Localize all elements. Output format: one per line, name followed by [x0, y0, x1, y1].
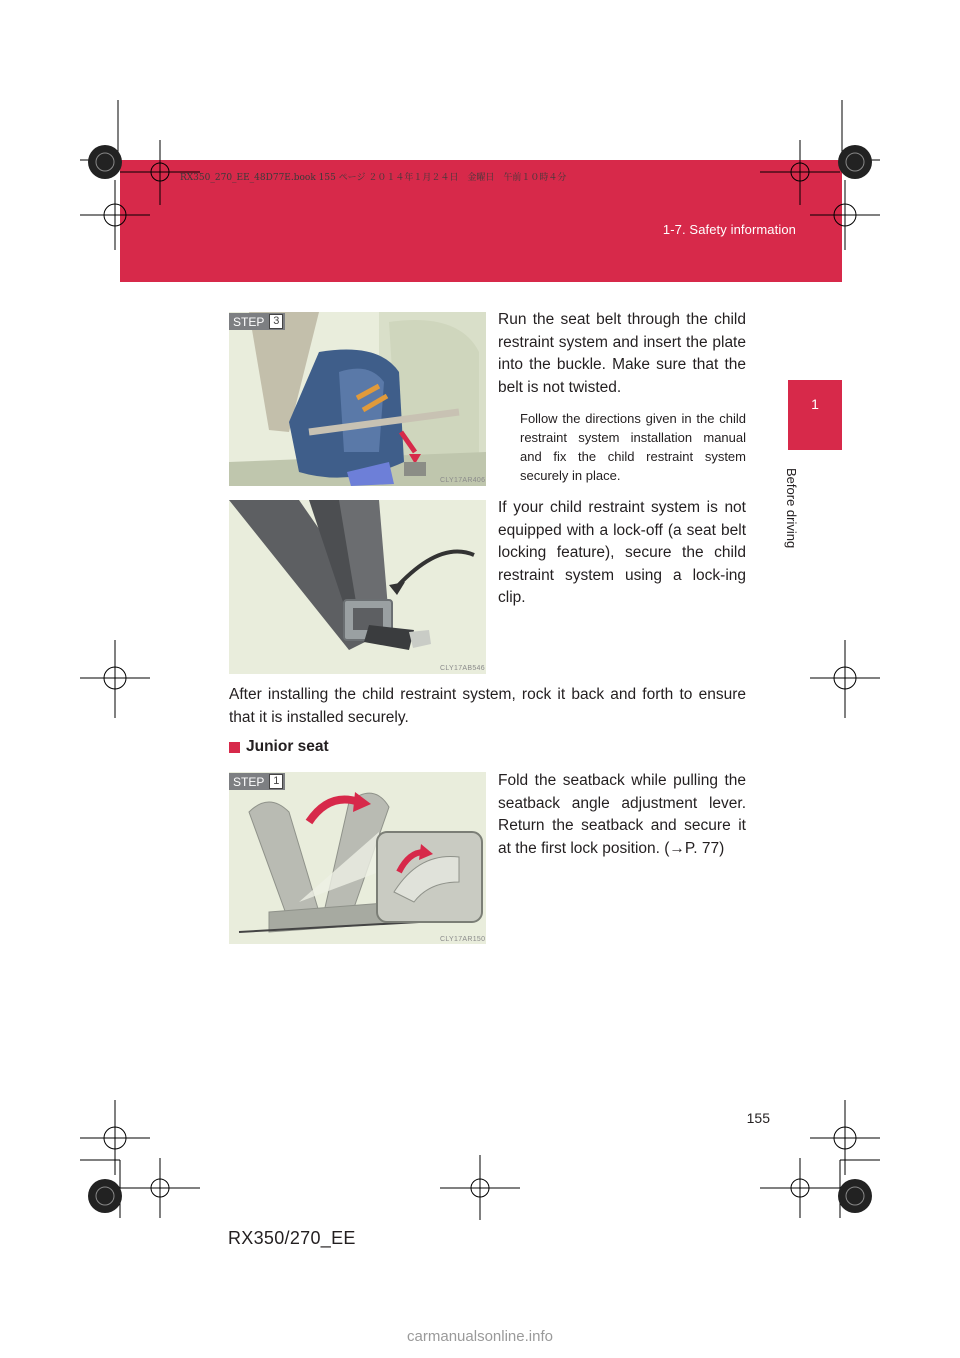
watermark: carmanualsonline.info: [407, 1328, 553, 1345]
image-code: CLY17AB546: [440, 665, 485, 672]
heading-square-icon: [229, 742, 240, 753]
step1-text: Fold the seatback while pulling the seatback angle adjustment lever. Return the seatback and secure it at the first lock position. (→P. 77): [498, 772, 746, 857]
locking-clip-illustration: [229, 500, 486, 674]
junior-seat-heading-text: Junior seat: [246, 738, 329, 755]
page-number: 155: [746, 1110, 770, 1126]
seatback-illustration: [229, 772, 486, 944]
child-seat-drawing: [229, 312, 486, 486]
section-title: 1-7. Safety information: [662, 222, 796, 237]
lockclip-text: If your child restraint system is not equipped with a lock-off (a seat belt locking feature), secure the child restraint system using a lock-ing clip.: [498, 499, 746, 606]
child-seat-illustration: [229, 312, 486, 486]
after-install-text: After installing the child restraint system, rock it back and forth to ensure that it is installed securely.: [229, 686, 746, 726]
locking-clip-drawing: [229, 500, 486, 674]
seatback-drawing: [229, 772, 486, 944]
step-label: STEP: [233, 774, 265, 789]
image-code: CLY17AR406: [440, 477, 486, 484]
junior-seat-heading: [229, 738, 329, 756]
model-code: RX350/270_EE: [228, 1228, 356, 1248]
step3-note: Follow the directions given in the child restraint system installation manual and fix the child restraint system securely in place.: [520, 411, 746, 483]
chapter-number: 1: [811, 396, 819, 412]
image-code: CLY17AR150: [440, 936, 486, 943]
step-label: STEP: [233, 314, 265, 329]
step-badge: [229, 773, 285, 790]
step3-text: Run the seat belt through the child restraint system and insert the plate into the buckle. Make sure that the belt is not twisted.: [498, 311, 746, 396]
step-number: 1: [269, 774, 283, 789]
chapter-label: Before driving: [784, 468, 799, 549]
step-badge: [229, 313, 285, 330]
step-number: 3: [269, 314, 283, 329]
book-info-line: RX350_270_EE_48D77E.book 155 ページ ２０１４年１月２４日 金曜日 午前１０時４分: [180, 173, 567, 183]
